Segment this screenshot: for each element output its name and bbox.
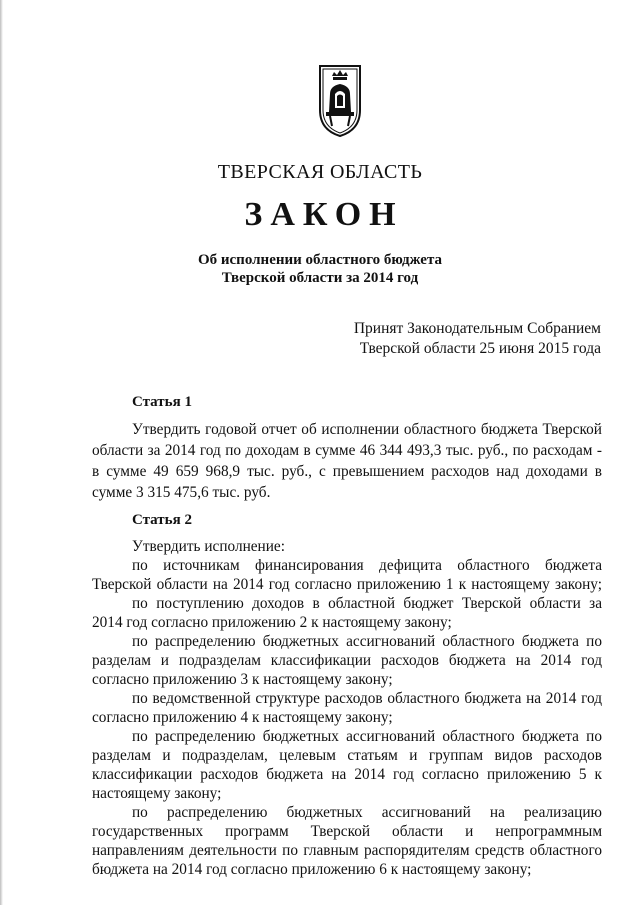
article-1-line: в сумме 49 659 968,9 тыс. руб., с превышением расходов над доходами в bbox=[92, 463, 602, 480]
adoption-note-line-1: Принят Законодательным Собранием bbox=[353, 320, 601, 337]
article-2-line: по распределению бюджетных ассигнований на реализацию bbox=[132, 804, 602, 821]
article-2-line: по ведомственной структуре расходов областного бюджета на 2014 год bbox=[132, 690, 602, 707]
article-2-line: по распределению бюджетных ассигнований областного бюджета по bbox=[132, 633, 602, 650]
adoption-note-line-2: Тверской области 25 июня 2015 года bbox=[359, 340, 601, 357]
article-2-line: согласно приложению 4 к настоящему закону; bbox=[92, 709, 393, 726]
page-edge-shadow bbox=[0, 0, 3, 905]
law-subtitle-line-2: Тверской области за 2014 год bbox=[221, 270, 419, 286]
region-title: ТВЕРСКАЯ ОБЛАСТЬ bbox=[217, 161, 423, 183]
article-2-line: 2014 год согласно приложению 2 к настоящему закону; bbox=[92, 614, 452, 631]
law-subtitle-line-1: Об исполнении областного бюджета bbox=[197, 252, 443, 268]
article-2-line: разделам и подразделам классификации расходов бюджета на 2014 год bbox=[92, 652, 602, 669]
law-title: ЗАКОН bbox=[244, 196, 404, 233]
article-2-line: классификации расходов бюджета на 2014 год согласно приложению 5 к bbox=[92, 766, 602, 783]
coat-of-arms-emblem bbox=[318, 64, 362, 138]
article-1-line: сумме 3 315 475,6 тыс. руб. bbox=[92, 484, 271, 501]
article-2-line: по источникам финансирования дефицита областного бюджета bbox=[132, 557, 602, 574]
article-2-line: по распределению бюджетных ассигнований областного бюджета по bbox=[132, 728, 602, 745]
article-2-line: бюджета на 2014 год согласно приложению 6 к настоящему закону; bbox=[92, 861, 532, 878]
article-1-line: области за 2014 год по доходам в сумме 46 344 493,3 тыс. руб., по расходам - bbox=[92, 442, 602, 459]
article-2-line: Тверской области на 2014 год согласно приложению 1 к настоящему закону; bbox=[92, 576, 602, 593]
article-2-line: направлениям деятельности по главным распорядителям средств областного bbox=[92, 842, 602, 859]
article-2-heading: Статья 2 bbox=[132, 512, 192, 528]
article-2-line: по поступлению доходов в областной бюджет Тверской области за bbox=[132, 595, 602, 612]
article-2-line: разделам и подразделам, целевым статьям и группам видов расходов bbox=[92, 747, 602, 764]
article-2-line: согласно приложению 3 к настоящему закону; bbox=[92, 671, 393, 688]
article-2-line: государственных программ Тверской области и непрограммным bbox=[92, 823, 602, 840]
article-1-line: Утвердить годовой отчет об исполнении областного бюджета Тверской bbox=[132, 421, 602, 438]
article-1-heading: Статья 1 bbox=[132, 394, 192, 410]
article-2-line: Утвердить исполнение: bbox=[132, 538, 285, 555]
article-2-line: настоящему закону; bbox=[92, 785, 222, 802]
